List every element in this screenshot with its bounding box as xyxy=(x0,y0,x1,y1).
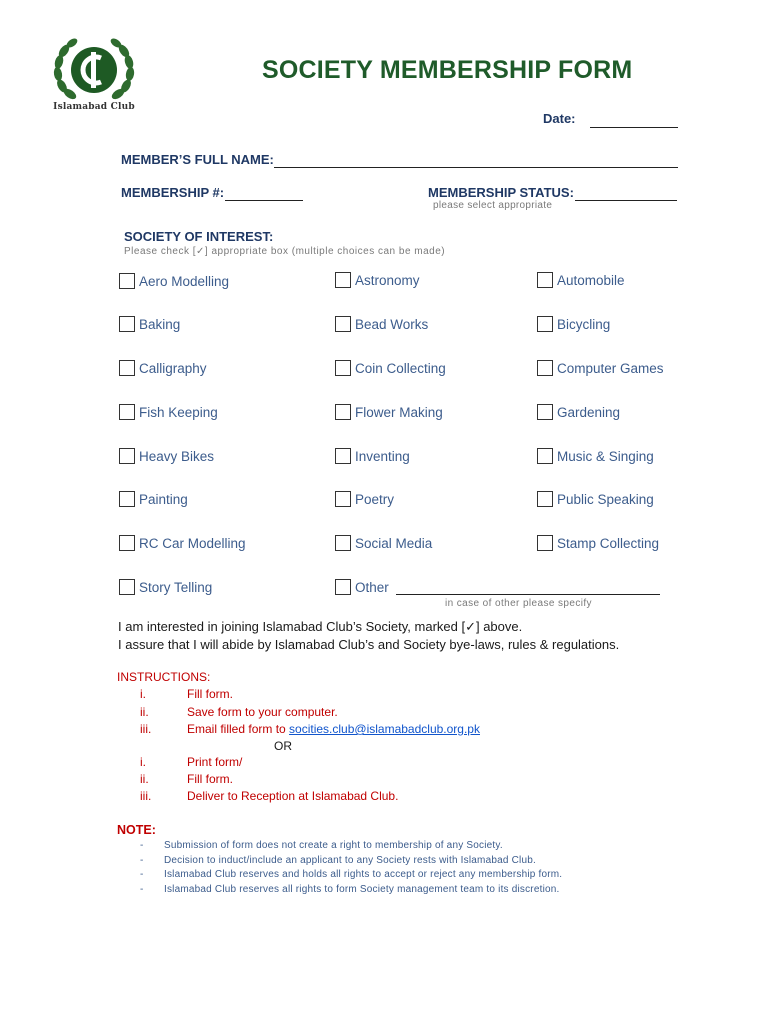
instruction-num: i. xyxy=(140,687,146,701)
checkbox[interactable] xyxy=(537,316,553,332)
checkbox[interactable] xyxy=(537,491,553,507)
note-heading: NOTE: xyxy=(117,823,156,837)
instruction-num: ii. xyxy=(140,705,149,719)
option-heavy-bikes[interactable]: Heavy Bikes xyxy=(119,448,214,464)
checkbox[interactable] xyxy=(335,272,351,288)
society-interest-hint: Please check [✓] appropriate box (multiple choices can be made) xyxy=(124,246,446,257)
checkbox[interactable] xyxy=(119,404,135,420)
other-specify-field[interactable] xyxy=(396,594,660,595)
instruction-num: iii. xyxy=(140,789,152,803)
checkbox[interactable] xyxy=(537,360,553,376)
option-painting[interactable]: Painting xyxy=(119,491,188,507)
declaration-line-1: I am interested in joining Islamabad Club’s Society, marked [✓] above. xyxy=(118,619,523,634)
instructions-heading: INSTRUCTIONS: xyxy=(117,670,211,684)
option-stamp-collecting[interactable]: Stamp Collecting xyxy=(537,535,659,551)
instruction-num: i. xyxy=(140,755,146,769)
option-flower-making[interactable]: Flower Making xyxy=(335,404,443,420)
checkbox[interactable] xyxy=(335,579,351,595)
instruction-email-line xyxy=(187,722,480,736)
membership-number-label: MEMBERSHIP #: xyxy=(121,185,225,200)
checkbox[interactable] xyxy=(537,404,553,420)
instruction-text: Email filled form to xyxy=(187,722,290,736)
instruction-text: Fill form. xyxy=(187,772,233,786)
note-line: Submission of form does not create a right to membership of any Society. xyxy=(164,840,503,851)
option-story-telling[interactable]: Story Telling xyxy=(119,579,212,595)
checkbox[interactable] xyxy=(119,491,135,507)
option-public-speaking[interactable]: Public Speaking xyxy=(537,491,654,507)
checkbox[interactable] xyxy=(119,316,135,332)
option-bicycling[interactable]: Bicycling xyxy=(537,316,610,332)
note-line: Decision to induct/include an applicant to any Society rests with Islamabad Club. xyxy=(164,855,536,866)
option-social-media[interactable]: Social Media xyxy=(335,535,432,551)
checkbox[interactable] xyxy=(335,360,351,376)
logo-caption: Islamabad Club xyxy=(53,102,135,112)
checkbox[interactable] xyxy=(335,404,351,420)
option-poetry[interactable]: Poetry xyxy=(335,491,394,507)
option-astronomy[interactable]: Astronomy xyxy=(335,272,420,288)
checkbox[interactable] xyxy=(335,316,351,332)
note-line: Islamabad Club reserves all rights to form Society management team to its discretion. xyxy=(164,884,560,895)
membership-status-label: MEMBERSHIP STATUS: xyxy=(428,185,574,200)
checkbox[interactable] xyxy=(335,448,351,464)
option-other[interactable]: Other xyxy=(335,579,389,595)
membership-status-field[interactable] xyxy=(575,200,677,201)
note-bullet: - xyxy=(140,840,144,851)
instruction-text: Print form/ xyxy=(187,755,243,769)
checkbox[interactable] xyxy=(335,535,351,551)
full-name-label: MEMBER’S FULL NAME: xyxy=(121,152,274,167)
society-interest-heading: SOCIETY OF INTEREST: xyxy=(124,229,274,244)
note-bullet: - xyxy=(140,869,144,880)
date-label: Date: xyxy=(543,111,576,126)
note-bullet: - xyxy=(140,884,144,895)
other-specify-hint: in case of other please specify xyxy=(445,598,592,609)
or-separator: OR xyxy=(274,739,292,753)
instruction-num: ii. xyxy=(140,772,149,786)
date-field[interactable] xyxy=(590,127,678,128)
checkbox[interactable] xyxy=(119,273,135,289)
option-gardening[interactable]: Gardening xyxy=(537,404,620,420)
form-title: SOCIETY MEMBERSHIP FORM xyxy=(262,56,633,84)
full-name-field[interactable] xyxy=(274,167,678,168)
option-bead-works[interactable]: Bead Works xyxy=(335,316,428,332)
option-computer-games[interactable]: Computer Games xyxy=(537,360,664,376)
option-rc-car-modelling[interactable]: RC Car Modelling xyxy=(119,535,246,551)
option-inventing[interactable]: Inventing xyxy=(335,448,410,464)
email-link[interactable]: socities.club@islamabadclub.org.pk xyxy=(289,722,480,736)
checkbox[interactable] xyxy=(335,491,351,507)
option-music-singing[interactable]: Music & Singing xyxy=(537,448,654,464)
checkbox[interactable] xyxy=(537,448,553,464)
note-bullet: - xyxy=(140,855,144,866)
option-baking[interactable]: Baking xyxy=(119,316,180,332)
checkbox[interactable] xyxy=(119,579,135,595)
note-line: Islamabad Club reserves and holds all rights to accept or reject any membership form. xyxy=(164,869,563,880)
membership-status-hint: please select appropriate xyxy=(433,200,553,211)
checkbox[interactable] xyxy=(537,535,553,551)
option-fish-keeping[interactable]: Fish Keeping xyxy=(119,404,218,420)
checkbox[interactable] xyxy=(119,360,135,376)
instruction-num: iii. xyxy=(140,722,152,736)
instruction-text: Save form to your computer. xyxy=(187,705,338,719)
checkbox[interactable] xyxy=(119,448,135,464)
option-aero-modelling[interactable]: Aero Modelling xyxy=(119,273,229,289)
option-coin-collecting[interactable]: Coin Collecting xyxy=(335,360,446,376)
option-automobile[interactable]: Automobile xyxy=(537,272,625,288)
checkbox[interactable] xyxy=(119,535,135,551)
checkbox[interactable] xyxy=(537,272,553,288)
option-calligraphy[interactable]: Calligraphy xyxy=(119,360,207,376)
instruction-text: Fill form. xyxy=(187,687,233,701)
membership-number-field[interactable] xyxy=(225,200,303,201)
instruction-text: Deliver to Reception at Islamabad Club. xyxy=(187,789,399,803)
declaration-line-2: I assure that I will abide by Islamabad Club’s and Society bye-laws, rules & regulations. xyxy=(118,637,620,652)
